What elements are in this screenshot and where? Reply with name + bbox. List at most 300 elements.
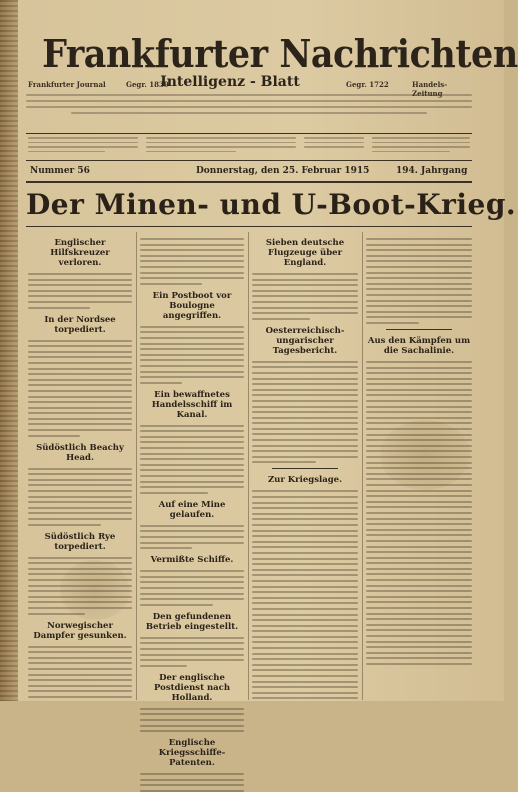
text-line (252, 389, 358, 391)
text-line (140, 337, 244, 339)
text-line (366, 450, 472, 452)
text-line (140, 530, 244, 532)
text-line (366, 428, 472, 430)
text-line (140, 593, 244, 595)
text-line (28, 585, 132, 587)
text-line (366, 311, 472, 313)
text-line (366, 238, 472, 240)
text-line (28, 657, 132, 659)
issue-year: 194. Jahrgang (396, 166, 468, 176)
text-line (140, 642, 244, 644)
text-line (28, 562, 132, 564)
text-line (28, 646, 132, 648)
text-line (28, 345, 132, 347)
text-line (28, 412, 132, 414)
text-line (252, 681, 358, 683)
text-line (28, 518, 132, 520)
text-line (252, 400, 358, 402)
text-line (252, 450, 358, 452)
text-line (28, 473, 132, 475)
text-line (140, 365, 244, 367)
text-line (28, 596, 132, 598)
text-line (252, 530, 358, 532)
text-line (26, 100, 472, 102)
dateline (26, 163, 472, 183)
text-line (28, 613, 85, 615)
text-line (252, 625, 358, 627)
text-line (252, 383, 358, 385)
text-line (252, 574, 358, 576)
text-line (252, 406, 358, 408)
column-rule (362, 232, 363, 700)
text-line (252, 279, 358, 281)
text-line (366, 417, 472, 419)
text-line (366, 495, 472, 497)
issue-date: Donnerstag, den 25. Februar 1915 (196, 166, 370, 176)
text-line (304, 146, 364, 148)
text-line (140, 441, 244, 443)
text-line (140, 458, 244, 460)
text-line (252, 569, 358, 571)
text-line (252, 496, 358, 498)
text-line (140, 343, 244, 345)
info-bar (26, 133, 472, 161)
text-line (366, 272, 472, 274)
text-line (146, 137, 296, 139)
text-line (252, 535, 358, 537)
page-binding-edge (0, 0, 18, 701)
text-line (28, 301, 132, 303)
text-line (366, 255, 472, 257)
text-line (140, 730, 244, 732)
text-line (252, 290, 358, 292)
text-line (252, 507, 358, 509)
text-line (252, 417, 358, 419)
text-line (28, 273, 132, 275)
text-line (366, 579, 472, 581)
text-line (252, 614, 358, 616)
text-line (28, 390, 132, 392)
article-heading: Südöstlich Rye torpediert. (44, 531, 116, 552)
text-line (28, 435, 80, 437)
article-heading: Aus den Kämpfen um die Sachalinie. (367, 335, 471, 356)
text-line (366, 383, 472, 385)
text-line (366, 361, 472, 363)
text-line (140, 637, 244, 639)
text-line (28, 590, 132, 592)
text-line (366, 551, 472, 553)
text-line (140, 659, 244, 661)
article-heading: Südöstlich Beachy Head. (36, 442, 124, 463)
text-line (28, 368, 132, 370)
text-line (252, 394, 358, 396)
text-line (366, 439, 472, 441)
text-line (28, 524, 101, 526)
text-line (366, 434, 472, 436)
text-line (28, 418, 132, 420)
article-heading: Englischer Hilfskreuzer verloren. (50, 238, 110, 268)
text-line (28, 679, 132, 681)
text-line (252, 692, 358, 694)
text-line (140, 447, 244, 449)
text-line (140, 331, 244, 333)
text-line (28, 429, 132, 431)
text-line (366, 506, 472, 508)
text-line (140, 354, 244, 356)
text-line (28, 423, 132, 425)
text-line (140, 486, 244, 488)
text-line (366, 512, 472, 514)
text-line (252, 636, 358, 638)
text-line (140, 453, 244, 455)
text-line (366, 546, 472, 548)
masthead-sub-left: Frankfurter Journal (28, 80, 106, 89)
text-line (140, 277, 244, 279)
text-line (140, 376, 244, 378)
text-line (146, 142, 296, 144)
text-line (366, 635, 472, 637)
text-line (28, 674, 132, 676)
text-line (366, 618, 472, 620)
text-line (28, 295, 132, 297)
text-line (140, 359, 244, 361)
text-line (28, 146, 138, 148)
text-line (28, 396, 132, 398)
text-line (140, 713, 244, 715)
text-line (140, 260, 244, 262)
text-line (28, 668, 132, 670)
text-line (252, 502, 358, 504)
text-line (140, 464, 244, 466)
text-line (140, 475, 244, 477)
text-line (140, 238, 244, 240)
text-line (252, 301, 358, 303)
text-line (252, 597, 358, 599)
text-line (28, 484, 132, 486)
text-line (372, 151, 450, 153)
text-line (28, 340, 132, 342)
column-2 (140, 232, 244, 769)
text-line (366, 646, 472, 648)
text-line (366, 389, 472, 391)
text-line (252, 675, 358, 677)
text-line (28, 290, 132, 292)
text-line (366, 568, 472, 570)
text-line (71, 112, 428, 114)
text-line (28, 496, 132, 498)
text-line (140, 773, 244, 775)
text-line (140, 598, 244, 600)
article-heading: Der englische Postdienst nach Holland. (153, 672, 231, 703)
text-line (366, 596, 472, 598)
text-line (252, 686, 358, 688)
column-4 (366, 232, 472, 700)
text-line (252, 411, 358, 413)
text-line (140, 348, 244, 350)
text-line (252, 580, 358, 582)
text-line (366, 367, 472, 369)
main-headline: Der Minen- und U-Boot-Krieg. (26, 186, 472, 227)
text-line (252, 513, 358, 515)
text-line (366, 394, 472, 396)
text-line (252, 445, 358, 447)
text-line (252, 318, 310, 320)
text-line (252, 658, 358, 660)
masthead-blatt: Intelligenz - Blatt (160, 74, 300, 90)
text-line (28, 507, 132, 509)
column-rule (136, 232, 137, 700)
text-line (28, 379, 132, 381)
article-heading: Oesterreichisch-ungarischer Tagesbericht. (265, 325, 345, 356)
text-line (26, 94, 472, 96)
text-line (252, 619, 358, 621)
text-line (140, 272, 244, 274)
text-line (252, 378, 358, 380)
text-line (28, 601, 132, 603)
text-line (366, 540, 472, 542)
text-line (252, 439, 358, 441)
article-heading: In der Nordsee torpediert. (44, 314, 116, 335)
text-line (366, 277, 472, 279)
text-line (366, 462, 472, 464)
text-line (28, 573, 132, 575)
text-line (28, 579, 132, 581)
text-line (140, 654, 244, 656)
text-line (140, 244, 244, 246)
text-line (366, 473, 472, 475)
text-line (252, 641, 358, 643)
text-line (366, 400, 472, 402)
text-line (366, 573, 472, 575)
text-line (140, 648, 244, 650)
text-line (366, 624, 472, 626)
text-line (28, 651, 132, 653)
text-line (140, 604, 213, 606)
text-line (304, 142, 364, 144)
text-line (140, 581, 244, 583)
text-line (140, 570, 244, 572)
text-line (252, 518, 358, 520)
text-line (252, 461, 316, 463)
text-line (252, 647, 358, 649)
text-line (366, 607, 472, 609)
text-line (366, 557, 472, 559)
text-line (252, 372, 358, 374)
text-line (252, 428, 358, 430)
masthead-sub-right: Handels-Zeitung (412, 80, 448, 98)
text-line (140, 708, 244, 710)
column-1 (28, 232, 132, 700)
text-line (140, 382, 182, 384)
text-line (28, 401, 132, 403)
text-line (140, 542, 244, 544)
column-rule (248, 232, 249, 700)
text-line (146, 151, 236, 153)
text-line (140, 719, 244, 721)
text-line (140, 481, 244, 483)
article-heading: Ein Postboot vor Boulogne angegriffen. (152, 290, 232, 321)
article-heading: Den gefundenen Betrieb eingestellt. (145, 611, 239, 632)
article-heading: Ein bewaffnetes Handelsschiff im Kanal. (151, 389, 233, 420)
text-line (28, 307, 90, 309)
text-line (252, 563, 358, 565)
text-line (366, 501, 472, 503)
text-line (366, 260, 472, 262)
text-line (366, 652, 472, 654)
text-line (252, 586, 358, 588)
text-line (140, 371, 244, 373)
text-line (366, 534, 472, 536)
text-line (252, 456, 358, 458)
text-line (140, 576, 244, 578)
text-line (252, 653, 358, 655)
text-line (140, 784, 244, 786)
text-line (366, 478, 472, 480)
text-line (252, 490, 358, 492)
text-line (366, 406, 472, 408)
text-line (28, 362, 132, 364)
text-line (252, 307, 358, 309)
text-line (366, 288, 472, 290)
text-line (28, 468, 132, 470)
text-line (252, 541, 358, 543)
text-line (28, 690, 132, 692)
text-line (252, 546, 358, 548)
text-line (366, 518, 472, 520)
article-heading: Englische Kriegsschiffe-Patenten. (158, 738, 226, 769)
text-line (140, 587, 244, 589)
masthead-smallprint (26, 94, 472, 124)
text-line (252, 422, 358, 424)
text-line (28, 490, 132, 492)
text-line (140, 430, 244, 432)
text-line (140, 536, 244, 538)
text-line (366, 613, 472, 615)
text-line (252, 630, 358, 632)
masthead-founded-right: Gegr. 1722 (346, 80, 389, 89)
text-line (252, 524, 358, 526)
text-line (140, 525, 244, 527)
text-line (366, 372, 472, 374)
text-line (252, 697, 358, 699)
masthead-founded-left: Gegr. 1839 (126, 80, 169, 89)
text-line (140, 725, 244, 727)
text-line (28, 373, 132, 375)
text-line (28, 137, 138, 139)
text-line (146, 146, 296, 148)
text-line (140, 547, 192, 549)
text-line (366, 641, 472, 643)
text-line (366, 422, 472, 424)
text-line (140, 283, 202, 285)
text-line (366, 322, 419, 324)
text-line (140, 492, 208, 494)
masthead-title: Frankfurter Nachrichten (42, 31, 518, 76)
text-line (366, 523, 472, 525)
text-line (252, 591, 358, 593)
text-line (252, 433, 358, 435)
article-heading: Vermißte Schiffe. (150, 555, 234, 566)
article-heading: Auf eine Mine gelaufen. (158, 499, 226, 520)
text-line (366, 266, 472, 268)
text-line (140, 469, 244, 471)
text-line (28, 696, 132, 698)
text-line (140, 266, 244, 268)
text-line (28, 501, 132, 503)
text-line (26, 106, 472, 108)
text-line (140, 779, 244, 781)
text-line (140, 326, 244, 328)
text-line (252, 602, 358, 604)
text-line (252, 552, 358, 554)
text-line (366, 590, 472, 592)
text-line (366, 316, 472, 318)
text-line (366, 445, 472, 447)
text-line (28, 557, 132, 559)
text-line (366, 657, 472, 659)
text-line (252, 361, 358, 363)
text-line (366, 663, 472, 665)
text-line (28, 351, 132, 353)
text-line (252, 669, 358, 671)
text-line (366, 467, 472, 469)
text-line (140, 436, 244, 438)
text-line (366, 411, 472, 413)
text-line (366, 244, 472, 246)
text-line (252, 273, 358, 275)
text-line (28, 479, 132, 481)
text-line (366, 456, 472, 458)
text-line (366, 490, 472, 492)
text-line (28, 284, 132, 286)
text-line (366, 305, 472, 307)
text-line (366, 529, 472, 531)
text-line (28, 384, 132, 386)
text-line (252, 295, 358, 297)
text-line (140, 255, 244, 257)
text-line (366, 283, 472, 285)
text-line (372, 146, 470, 148)
text-line (28, 512, 132, 514)
text-line (366, 294, 472, 296)
text-line (252, 284, 358, 286)
text-line (366, 484, 472, 486)
text-line (28, 356, 132, 358)
text-line (252, 558, 358, 560)
text-line (366, 629, 472, 631)
text-line (28, 151, 105, 153)
text-line (252, 312, 358, 314)
text-line (140, 249, 244, 251)
text-line (28, 568, 132, 570)
text-line (140, 665, 187, 667)
text-line (372, 142, 470, 144)
text-line (140, 425, 244, 427)
text-line (366, 601, 472, 603)
text-line (28, 279, 132, 281)
article-heading: Zur Kriegslage. (267, 475, 343, 486)
text-line (252, 664, 358, 666)
text-line (252, 608, 358, 610)
text-line (372, 137, 470, 139)
column-3 (252, 232, 358, 700)
text-line (366, 249, 472, 251)
text-line (28, 142, 138, 144)
text-line (252, 366, 358, 368)
text-line (366, 585, 472, 587)
article-heading: Norwegischer Dampfer gesunken. (33, 620, 127, 641)
text-line (28, 662, 132, 664)
